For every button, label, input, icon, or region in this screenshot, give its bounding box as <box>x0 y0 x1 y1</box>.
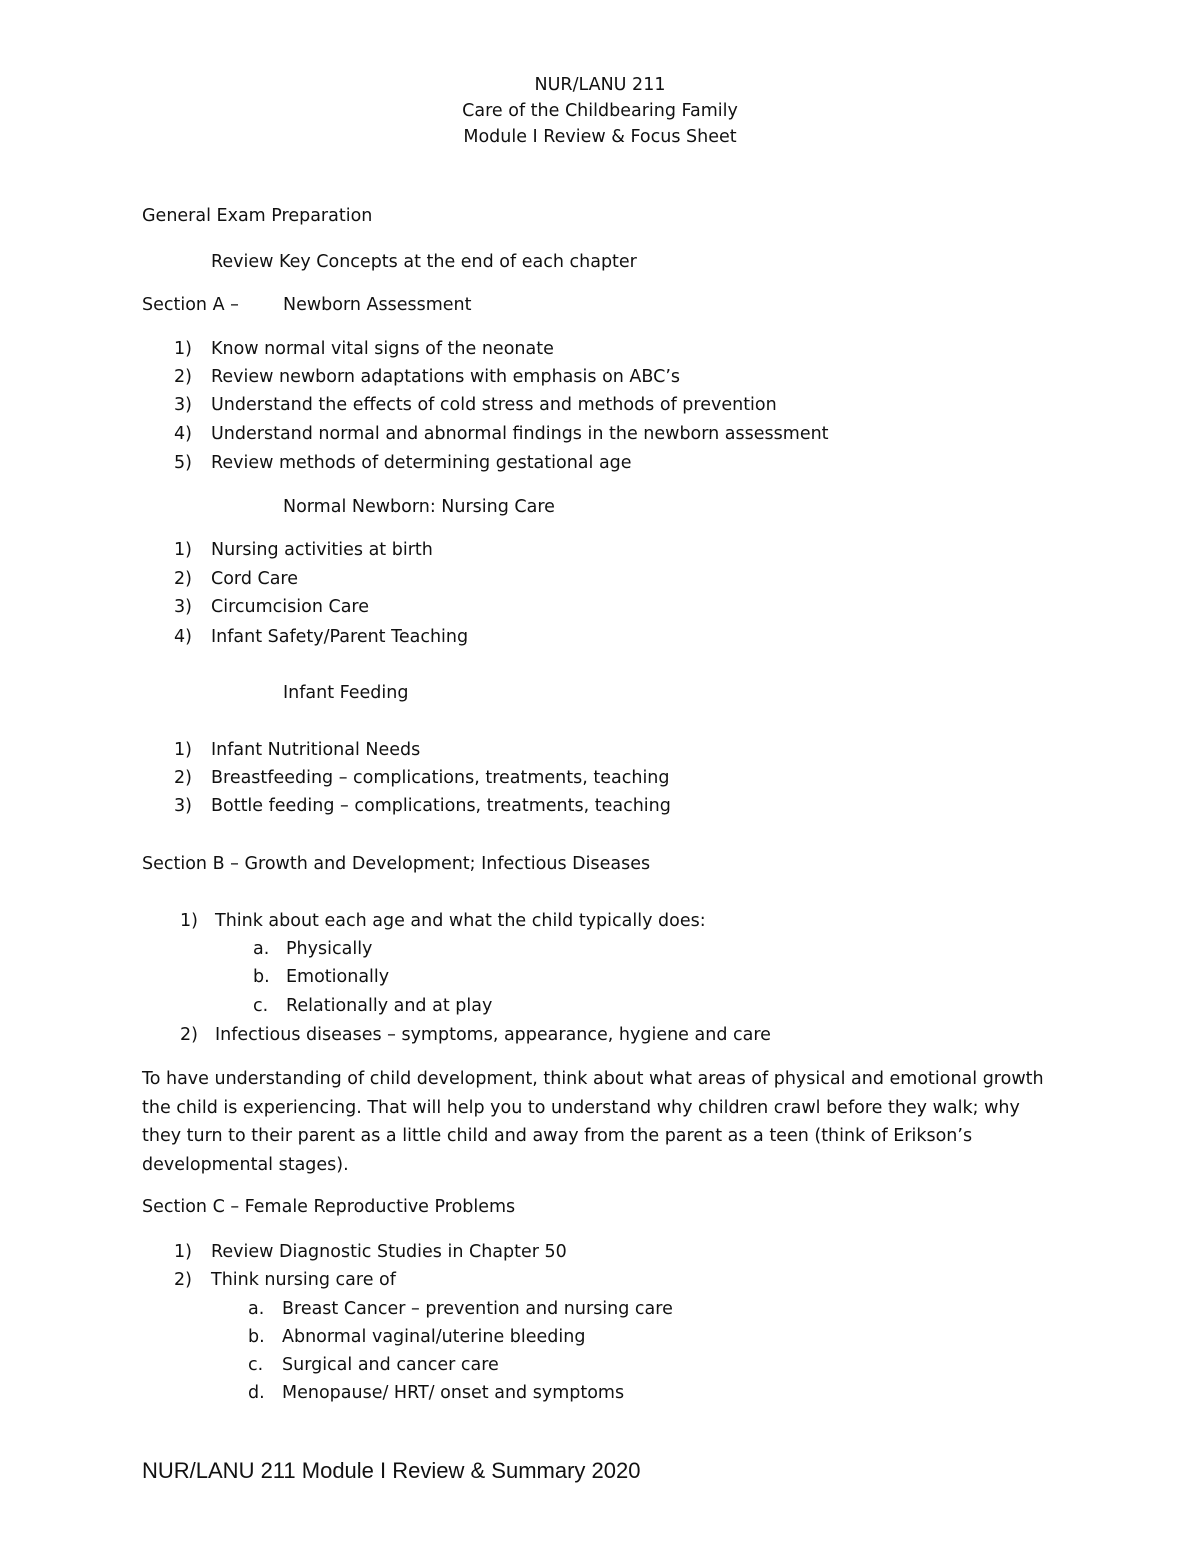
paragraph-line: To have understanding of child development, think about what areas of physical and emotional growth <box>142 1069 1044 1089</box>
list-item: Review Diagnostic Studies in Chapter 50 <box>211 1242 567 1262</box>
general-heading: General Exam Preparation <box>142 206 373 226</box>
list-number: 3) <box>174 597 192 617</box>
list-item: Review newborn adaptations with emphasis on ABC’s <box>211 367 680 387</box>
list-item: Infectious diseases – symptoms, appearance, hygiene and care <box>215 1025 771 1045</box>
list-item: Infant Nutritional Needs <box>211 740 421 760</box>
list-number: 2) <box>180 1025 198 1045</box>
list-item: Understand normal and abnormal findings in the newborn assessment <box>211 424 829 444</box>
page-footer: NUR/LANU 211 Module I Review & Summary 2020 <box>142 1458 641 1483</box>
list-item: Emotionally <box>286 967 390 987</box>
list-item: Breastfeeding – complications, treatments, teaching <box>211 768 670 788</box>
list-item: Abnormal vaginal/uterine bleeding <box>282 1327 586 1347</box>
list-item: Menopause/ HRT/ onset and symptoms <box>282 1383 625 1403</box>
list-number: 2) <box>174 569 192 589</box>
section-b-heading: Section B – Growth and Development; Infectious Diseases <box>142 854 651 874</box>
list-item: Cord Care <box>211 569 299 589</box>
section-a-label: Section A – <box>142 295 239 315</box>
list-number: 1) <box>174 1242 192 1262</box>
list-letter: a. <box>248 1299 265 1319</box>
list-item: Circumcision Care <box>211 597 369 617</box>
list-item: Review methods of determining gestational age <box>211 453 632 473</box>
list-number: 1) <box>174 339 192 359</box>
list-number: 2) <box>174 1270 192 1290</box>
list-item: Physically <box>286 939 373 959</box>
section-a-title: Newborn Assessment <box>283 295 472 315</box>
paragraph-line: they turn to their parent as a little child and away from the parent as a teen (think of Erikson’s <box>142 1126 973 1147</box>
list-item: Nursing activities at birth <box>211 540 433 560</box>
list-item: Think nursing care of <box>211 1270 396 1290</box>
list-letter: b. <box>248 1327 265 1347</box>
list-item: Think about each age and what the child typically does: <box>215 911 706 931</box>
section-c-heading: Section C – Female Reproductive Problems <box>142 1197 516 1217</box>
list-number: 1) <box>174 740 192 760</box>
list-item: Surgical and cancer care <box>282 1355 499 1375</box>
list-item: Relationally and at play <box>286 996 493 1016</box>
subsection-title: Normal Newborn: Nursing Care <box>283 497 555 517</box>
list-letter: a. <box>253 939 270 959</box>
development-paragraph <box>142 1065 1062 1180</box>
list-item: Know normal vital signs of the neonate <box>211 339 554 359</box>
list-letter: d. <box>248 1383 265 1403</box>
paragraph-line: the child is experiencing. That will help you to understand why children crawl before they walk; why <box>142 1097 1020 1118</box>
list-number: 1) <box>174 540 192 560</box>
list-number: 4) <box>174 627 192 647</box>
list-item: Breast Cancer – prevention and nursing care <box>282 1299 673 1319</box>
list-letter: c. <box>248 1355 264 1375</box>
list-item: Understand the effects of cold stress and methods of prevention <box>211 395 777 415</box>
list-item: Bottle feeding – complications, treatments, teaching <box>211 796 671 816</box>
list-number: 3) <box>174 796 192 816</box>
list-number: 5) <box>174 453 192 473</box>
document-subtitle: Module I Review & Focus Sheet <box>463 127 737 147</box>
list-number: 1) <box>180 911 198 931</box>
subsection-title: Infant Feeding <box>283 683 409 703</box>
course-code: NUR/LANU 211 <box>534 75 666 95</box>
general-note: Review Key Concepts at the end of each chapter <box>211 252 637 272</box>
list-letter: b. <box>253 967 270 987</box>
list-item: Infant Safety/Parent Teaching <box>211 627 469 647</box>
course-title: Care of the Childbearing Family <box>462 101 738 121</box>
list-number: 2) <box>174 768 192 788</box>
list-number: 3) <box>174 395 192 415</box>
list-letter: c. <box>253 996 269 1016</box>
list-number: 4) <box>174 424 192 444</box>
paragraph-line: developmental stages). <box>142 1155 349 1176</box>
list-number: 2) <box>174 367 192 387</box>
